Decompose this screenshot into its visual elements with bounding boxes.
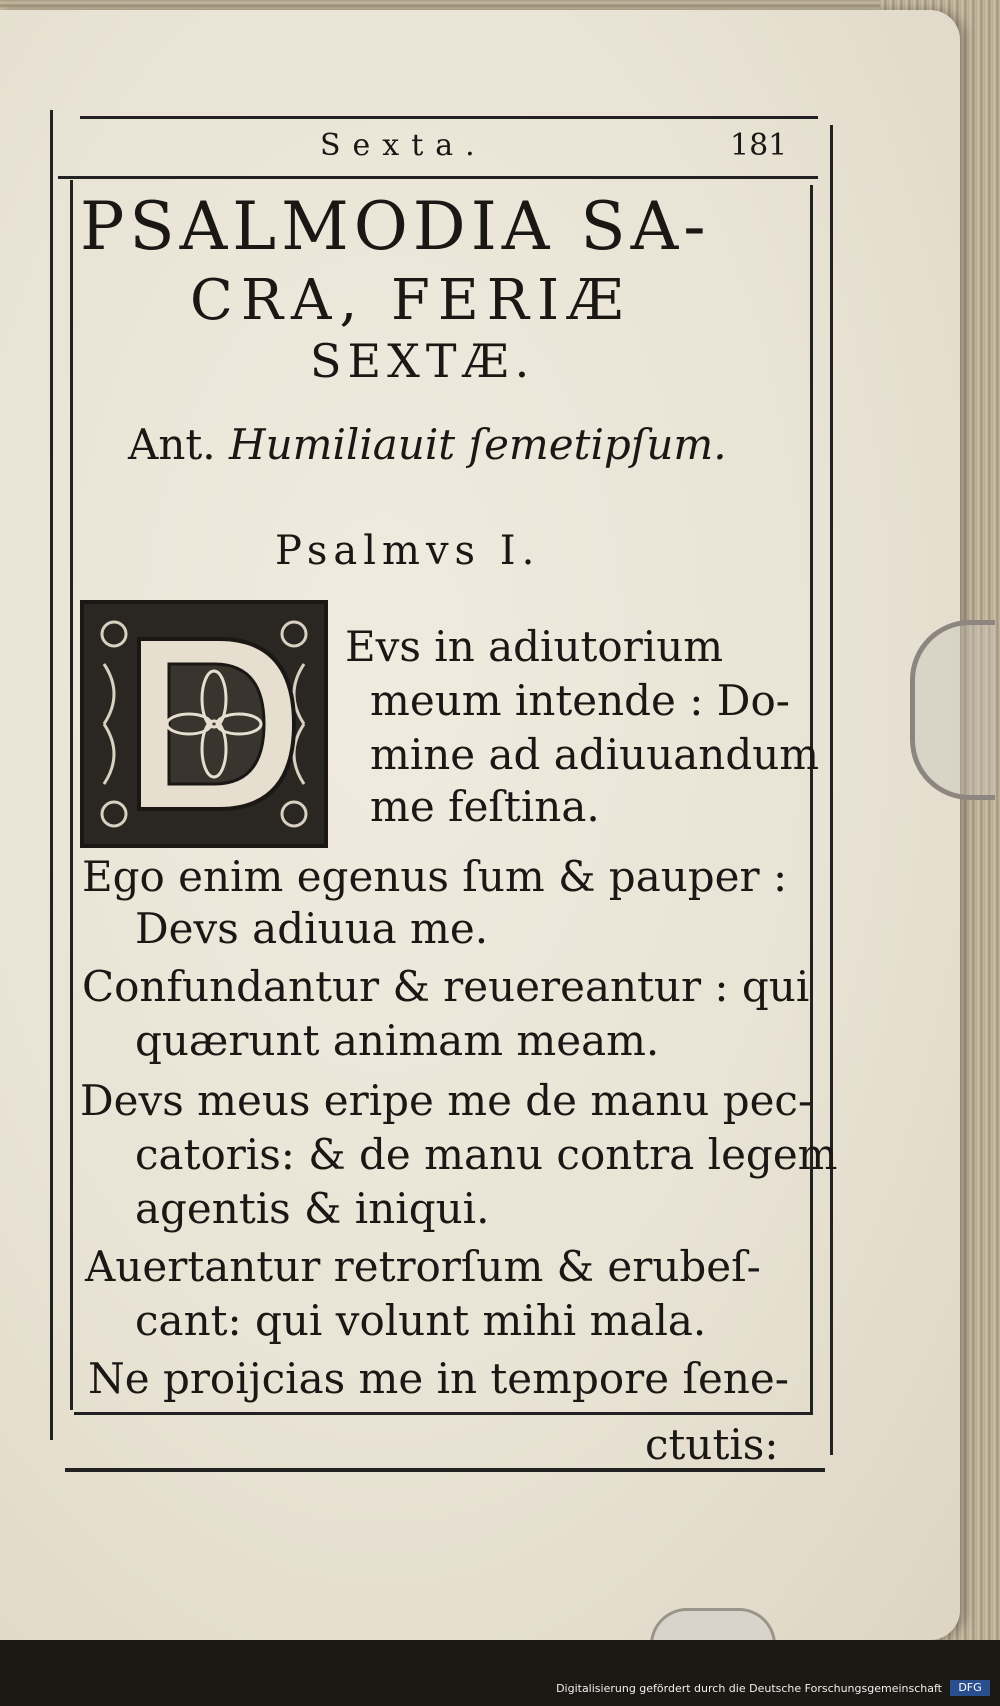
frame-rule bbox=[74, 1412, 812, 1415]
catchword: ctutis: bbox=[645, 1420, 779, 1469]
psalm-line: Ego enim egenus ſum & pauper : bbox=[82, 852, 788, 901]
psalm-line: Devs meus eripe me de manu pec- bbox=[80, 1076, 813, 1125]
decorated-initial bbox=[80, 600, 328, 848]
title-line-1: PSALMODIA SA- bbox=[80, 188, 711, 265]
psalm-line: me feſtina. bbox=[370, 782, 600, 831]
title-line-2: CRA, FERIÆ bbox=[190, 268, 632, 333]
frame-rule bbox=[830, 125, 833, 1455]
running-head: Sexta. bbox=[320, 128, 487, 163]
psalm-line: Auertantur retrorſum & erubeſ- bbox=[85, 1242, 761, 1291]
psalm-line: mine ad adiuuandum bbox=[370, 730, 820, 779]
psalm-line: Evs in adiutorium bbox=[345, 622, 724, 671]
psalm-heading: Psalmvs I. bbox=[275, 528, 541, 574]
antiphon-text: Humiliauit ſemetipſum. bbox=[228, 420, 727, 469]
psalm-line: Devs adiuua me. bbox=[135, 904, 489, 953]
psalm-line: quærunt animam meam. bbox=[135, 1016, 660, 1065]
psalm-line: meum intende : Do- bbox=[370, 676, 790, 725]
scan-footer bbox=[0, 1640, 1000, 1706]
psalm-line: catoris: & de manu contra legem bbox=[135, 1130, 838, 1179]
frame-rule bbox=[58, 176, 818, 179]
antiphon bbox=[128, 420, 727, 469]
initial-letter: D bbox=[203, 754, 205, 755]
antiphon-label: Ant. bbox=[128, 420, 216, 469]
psalm-line: Ne proijcias me in tempore ſene- bbox=[88, 1354, 789, 1403]
page-number: 181 bbox=[730, 128, 788, 163]
frame-rule bbox=[50, 110, 53, 1440]
dfg-logo: DFG bbox=[950, 1680, 990, 1696]
title-line-3: SEXTÆ. bbox=[310, 334, 536, 388]
frame-rule bbox=[810, 185, 813, 1415]
psalm-line: Confundantur & reuereantur : qui bbox=[82, 962, 810, 1011]
decorated-initial-graphic bbox=[84, 604, 324, 844]
credit-text: Digitalisierung gefördert durch die Deutsche Forschungsgemeinschaft bbox=[556, 1682, 942, 1695]
psalm-line: cant: qui volunt mihi mala. bbox=[135, 1296, 707, 1345]
psalm-line: agentis & iniqui. bbox=[135, 1184, 490, 1233]
frame-rule bbox=[80, 116, 818, 119]
frame-rule bbox=[70, 180, 73, 1410]
page-clip bbox=[910, 620, 995, 800]
